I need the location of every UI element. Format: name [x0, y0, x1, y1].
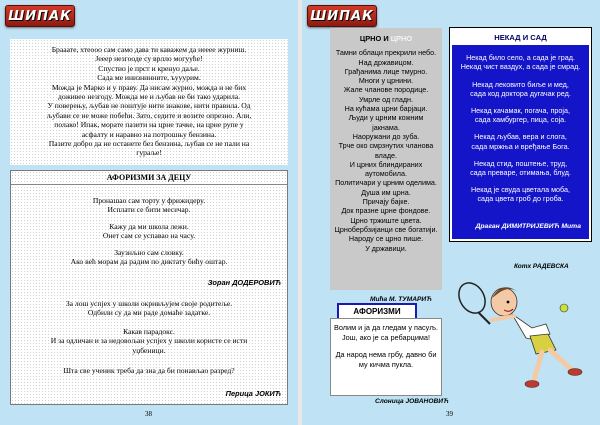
- aphorism-group: Шта све ученик треба да зна да би понављао разред?: [63, 366, 235, 375]
- stanza: Некад било село, а сада је град. Некад чист ваздух, а сада је смрад.: [460, 53, 581, 72]
- tennis-ball: [560, 304, 568, 312]
- aphorisms-kids-box: [10, 170, 288, 405]
- signature-zoran: Зоран ДОДЕРОВИЋ: [207, 278, 281, 287]
- nekad-i-sad-box: [450, 28, 591, 241]
- aphorism-group: Заузнљно сам словку. Ако већ морам да радим по диктату бићу оштар.: [70, 248, 228, 267]
- prose-text: Брааате, хтеооо сам само дава ти каважем да нееее журниш. Јееер незгооде су врлло могууће! Спустио је прст и кренуо даље. Сада ме инизнинните, ъууурим. Можда је Марко и у праву. Да нисам журио, можда и не бих доживео незгоду. Можда ме и љубав не би тако ударила. У поверењу, љубав не поштује нити знакове, нити правила. Од љубави се не може побећи. Зато, седите и возите опрезно. Али, полако! Ипак, морате пазити на црне тачке, на црне рупе у асфалту и наравно на потрошњу бензина. Пазите добро да не останете без бензина, љубав се не пали на гураље!: [10, 39, 288, 165]
- page-number-right: 39: [446, 410, 453, 418]
- aphorism-group: Какав парадокс. И за одличан и за недовољан успјех у школи користе се исти уџбеници.: [50, 327, 248, 355]
- aphorism-group: За лош успјех у школи окривљујем своје родитеље. Одбили су да ми раде домаће задатке.: [65, 299, 233, 318]
- nekad-title: НЕКАД И САД: [452, 30, 589, 45]
- signature-perica: Перица ЈОКИЋ: [225, 389, 281, 398]
- signature-slonica: Слоница ЈОВАНОВИЋ: [375, 398, 449, 405]
- aphorisms-label: АФОРИЗМИ: [337, 303, 417, 320]
- shoe-left: [525, 381, 539, 388]
- player-head: [491, 288, 517, 316]
- stanza: Некад стид, поштење, труд, сада преваре, отимања, блуд.: [470, 158, 571, 178]
- signature-dragan: Драган ДИМИТРИЈЕВИЋ Мита: [475, 222, 581, 230]
- stanza: Некад је свуда цветала моба, сада цвета гроб до гроба.: [471, 185, 570, 204]
- racket-head: [454, 278, 491, 318]
- page-number-left: 38: [145, 410, 152, 418]
- stanza: Некад качамак, погача, проја, сада хамбургер, пица, соја.: [470, 106, 571, 125]
- shipak-logo-right: ШИПАК: [307, 5, 377, 27]
- cartoon-artist: Котх РАДЕВСКА: [514, 263, 569, 270]
- aphorism-group: Кажу да ми школа лежи. Онет сам се успавао на часу.: [102, 222, 196, 241]
- poem-box: ЦРНО И ЦРНО Тамни облаци прекрили небо. Над државицом. Грађанима лице тмурно. Многи у црнини. Жале чланове породице. Умрле од гладн. На кућама црни барјаци. Људи у црним кожним јакнама. Наоружани до зуба. Трче око смрзнутих чланова владе. И црних блиндираних аутомобила. Политичари у црним оделима. Душа им црна. Причају бајке. Док празне црне фондове. Црно тржиште цвета. Црнобербзијанци све богатији. Народу се црно пише. У државици.: [330, 28, 442, 290]
- racket-handle: [478, 312, 490, 324]
- signature-mica: Мића М. ТУМАРИЋ: [370, 296, 432, 303]
- aphorism-group: Пронашао сам торту у фрижидеру. Исплати се бити месечар.: [92, 196, 206, 215]
- shipak-logo: ШИПАК: [5, 5, 75, 27]
- aphorisms-kids-title: АФОРИЗМИ ЗА ДЕЦУ: [11, 173, 287, 185]
- shoe-right: [568, 369, 582, 376]
- stanza: Некад лековито биље и мед, сада код доктора дугачак ред.: [470, 79, 571, 98]
- cartoon-illustration: [452, 258, 592, 398]
- poem-title: ЦРНО И ЦРНО: [359, 34, 413, 43]
- stanza: Некад љубав, вера и слога, сада мржња и вређање Бога.: [471, 132, 570, 151]
- aphorisms-box: Волим и ја да гледам у пасуљ. Још, ако је са ребарцима! Да народ нема грбу, давно би му кичма пукла.: [330, 318, 442, 396]
